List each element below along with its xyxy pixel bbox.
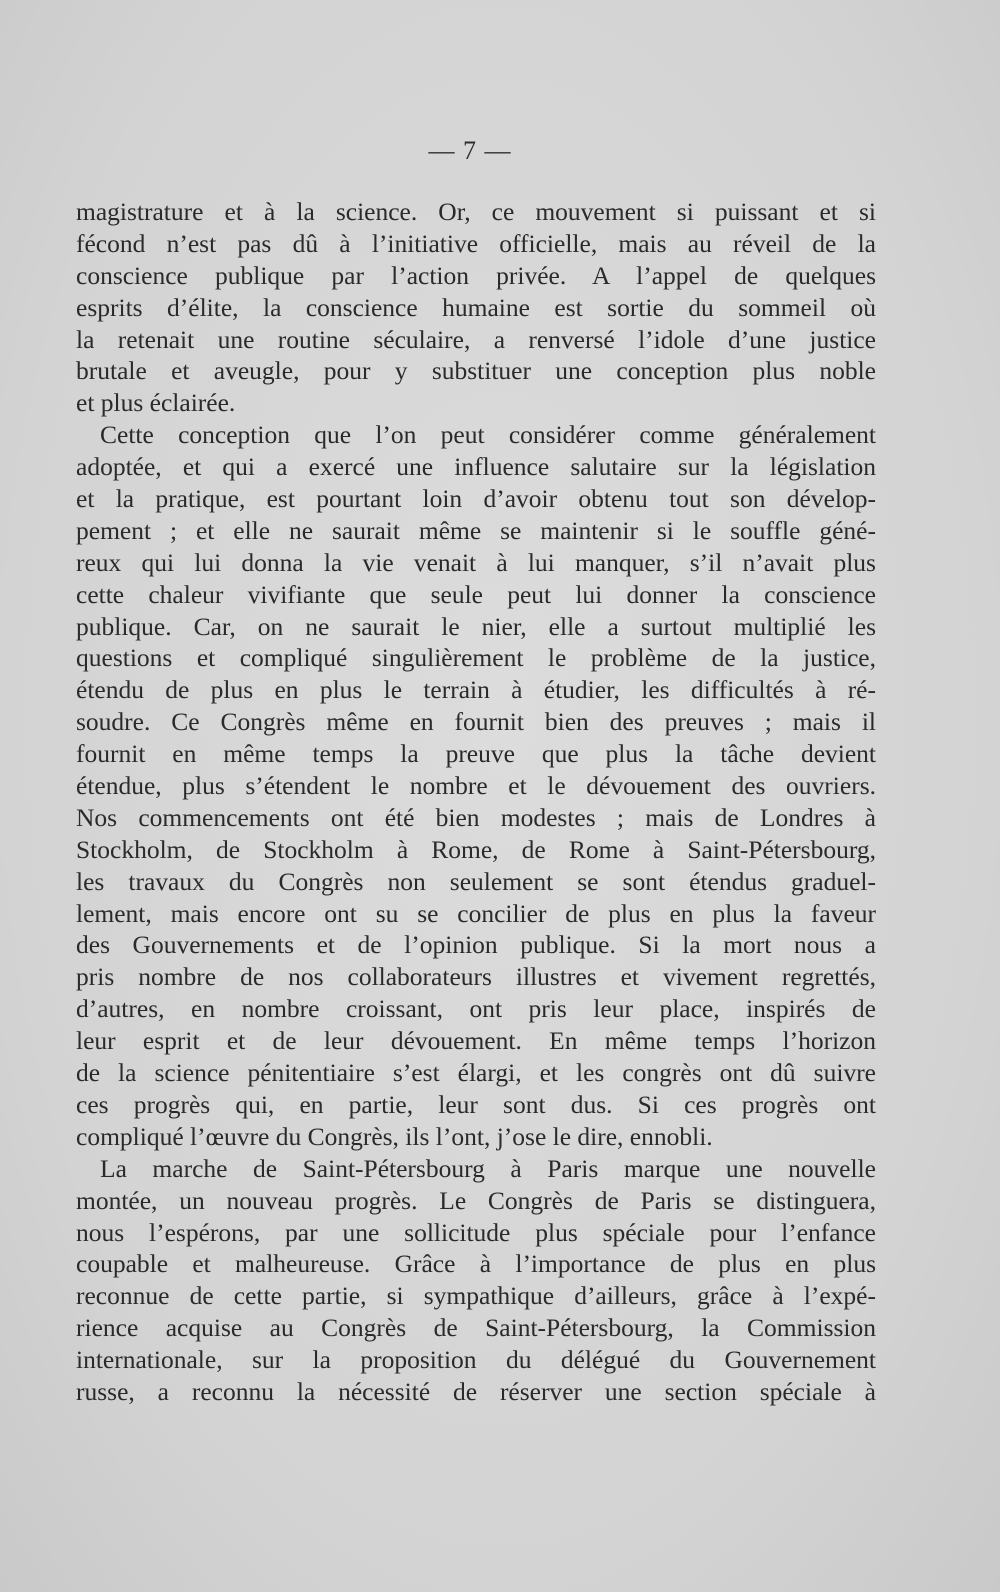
paragraph-1 (76, 196, 876, 419)
text-line: publique. Car, on ne saurait le nier, elle a surtout multiplié les (76, 611, 876, 641)
text-line: Nos commencements ont été bien modestes ; mais de Londres à (76, 802, 876, 832)
text-line: Stockholm, de Stockholm à Rome, de Rome à Saint-Pétersbourg, (76, 834, 876, 864)
text-line: cette chaleur vivifiante que seule peut lui donner la conscience (76, 579, 876, 609)
text-line: des Gouvernements et de l’opinion publique. Si la mort nous a (76, 930, 876, 960)
text-line: montée, un nouveau progrès. Le Congrès de Paris se distinguera, (76, 1185, 876, 1215)
text-line: brutale et aveugle, pour y substituer une conception plus noble (76, 356, 876, 386)
text-line: la retenait une routine séculaire, a renversé l’idole d’une justice (76, 324, 876, 354)
text-line: étendue, plus s’étendent le nombre et le dévouement des ouvriers. (76, 771, 876, 801)
text-line: esprits d’élite, la conscience humaine est sortie du sommeil où (76, 292, 876, 322)
text-line: pement ; et elle ne saurait même se maintenir si le souffle géné- (76, 515, 876, 545)
text-line: rience acquise au Congrès de Saint-Pétersbourg, la Commission (76, 1313, 876, 1343)
text-line: russe, a reconnu la nécessité de réserver une section spéciale à (76, 1376, 876, 1406)
text-line: nous l’espérons, par une sollicitude plus spéciale pour l’enfance (76, 1217, 876, 1247)
text-line: les travaux du Congrès non seulement se sont étendus graduel- (76, 866, 876, 896)
text-line: pris nombre de nos collaborateurs illustres et vivement regrettés, (76, 962, 876, 992)
text-line: reconnue de cette partie, si sympathique d’ailleurs, grâce à l’expé- (76, 1281, 876, 1311)
body-text (76, 196, 876, 1408)
text-line: questions et compliqué singulièrement le problème de la justice, (76, 643, 876, 673)
text-line: soudre. Ce Congrès même en fournit bien des preuves ; mais il (76, 707, 876, 737)
page-number: — 7 — (428, 136, 512, 165)
text-line: de la science pénitentiaire s’est élargi, et les congrès ont dû suivre (76, 1058, 876, 1088)
text-line: et plus éclairée. (76, 388, 236, 418)
text-line: coupable et malheureuse. Grâce à l’importance de plus en plus (76, 1249, 876, 1279)
text-line: reux qui lui donna la vie venait à lui manquer, s’il n’avait plus (76, 547, 876, 577)
text-line: leur esprit et de leur dévouement. En même temps l’horizon (76, 1026, 876, 1056)
text-line: ces progrès qui, en partie, leur sont dus. Si ces progrès ont (76, 1089, 876, 1119)
text-line: internationale, sur la proposition du délégué du Gouvernement (76, 1345, 876, 1375)
text-line: La marche de Saint-Pétersbourg à Paris marque une nouvelle (100, 1153, 876, 1183)
text-line: adoptée, et qui a exercé une influence salutaire sur la législation (76, 452, 876, 482)
text-line: fournit en même temps la preuve que plus la tâche devient (76, 739, 876, 769)
text-line: et la pratique, est pourtant loin d’avoir obtenu tout son dévelop- (76, 484, 876, 514)
text-line: magistrature et à la science. Or, ce mouvement si puissant et si (76, 197, 876, 226)
text-line: fécond n’est pas dû à l’initiative officielle, mais au réveil de la (76, 228, 876, 258)
paragraph-3 (76, 1153, 876, 1408)
text-line: étendu de plus en plus le terrain à étudier, les difficultés à ré- (76, 675, 876, 705)
text-line: Cette conception que l’on peut considérer comme généralement (100, 420, 876, 450)
text-line: compliqué l’œuvre du Congrès, ils l’ont, j’ose le dire, ennobli. (76, 1121, 713, 1151)
text-line: conscience publique par l’action privée. A l’appel de quelques (76, 260, 876, 290)
text-line: lement, mais encore ont su se concilier de plus en plus la faveur (76, 898, 876, 928)
paragraph-2 (76, 419, 876, 1152)
text-line: d’autres, en nombre croissant, ont pris leur place, inspirés de (76, 994, 876, 1024)
